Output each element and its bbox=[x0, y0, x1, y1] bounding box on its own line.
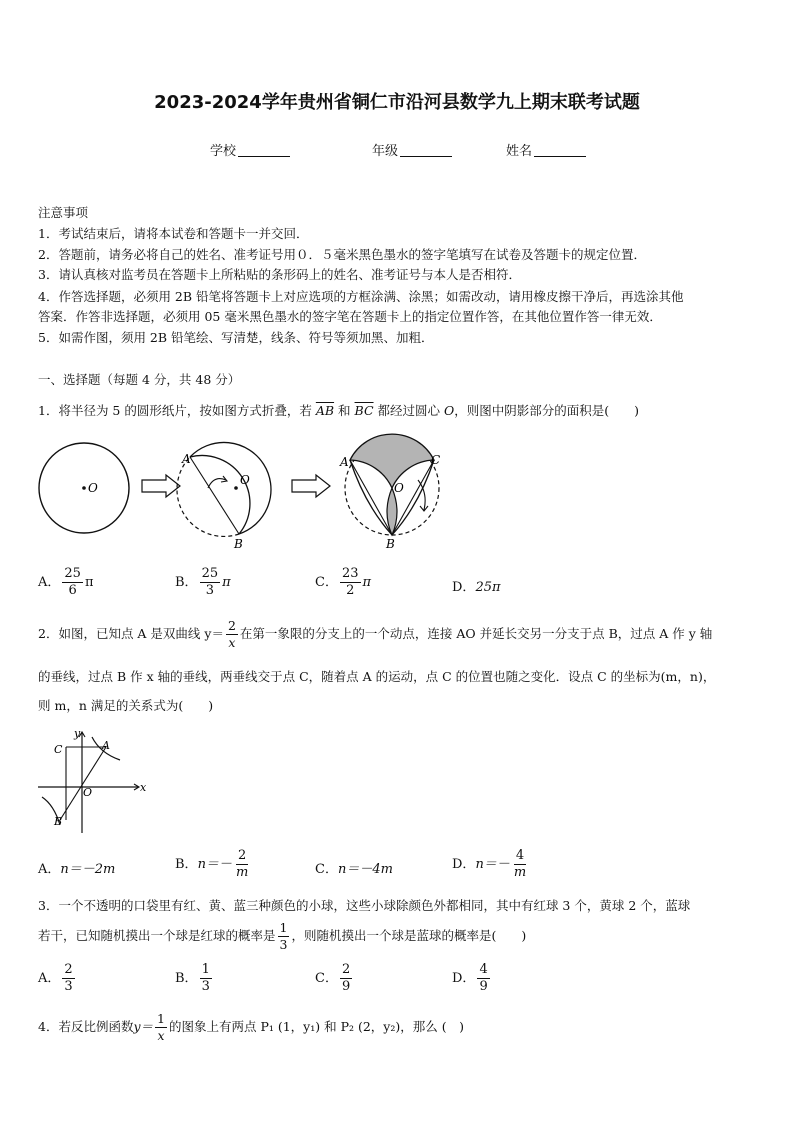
q1-option-b[interactable] bbox=[175, 566, 231, 599]
arc-bc: $\overline{BC}$ bbox=[354, 403, 374, 418]
chord-ab bbox=[190, 457, 239, 534]
numerator: 1 bbox=[279, 920, 288, 935]
question-4-stem bbox=[38, 1011, 464, 1044]
numerator: 2 bbox=[64, 962, 73, 977]
grade-blank[interactable] bbox=[400, 142, 452, 157]
option-label: A． bbox=[38, 862, 61, 877]
q2-option-d[interactable] bbox=[452, 848, 530, 881]
fraction bbox=[200, 962, 212, 995]
denominator: 6 bbox=[68, 583, 77, 598]
denominator: m bbox=[235, 865, 249, 880]
label-a-2: A bbox=[182, 452, 191, 466]
q2-option-c[interactable] bbox=[315, 858, 393, 877]
denominator: 3 bbox=[201, 979, 210, 994]
numerator: 23 bbox=[341, 566, 359, 581]
label-o-1: O bbox=[88, 481, 98, 495]
page-title: 2023-2024学年贵州省铜仁市沿河县数学九上期末联考试题 bbox=[154, 92, 640, 113]
fraction bbox=[234, 848, 250, 881]
option-prefix: n＝－ bbox=[475, 857, 510, 872]
q1-text-3: ，则图中阴影部分的面积是( ) bbox=[454, 403, 640, 418]
fraction bbox=[477, 962, 489, 995]
label-b: B bbox=[54, 815, 63, 828]
q3-option-b[interactable] bbox=[175, 962, 214, 995]
q3-text: 若干，已知随机摸出一个球是红球的概率是 bbox=[38, 928, 276, 943]
fold-arrow-icon bbox=[208, 479, 226, 488]
fraction bbox=[200, 566, 221, 599]
option-prefix: n＝－ bbox=[197, 857, 232, 872]
q1-text-2: 都经过圆心 bbox=[377, 403, 441, 418]
option-label: D． bbox=[452, 857, 476, 872]
name-label: 姓名 bbox=[506, 144, 533, 159]
label-a: A bbox=[102, 739, 110, 752]
fraction bbox=[155, 1011, 167, 1044]
q4-y: y＝ bbox=[133, 1019, 154, 1034]
option-label: D． bbox=[452, 971, 476, 986]
arc-ab: $\overline{AB}$ bbox=[315, 403, 335, 418]
label-c-3: C bbox=[431, 453, 441, 467]
fraction bbox=[62, 566, 83, 599]
option-text: n＝－2m bbox=[60, 862, 116, 877]
option-label: B． bbox=[175, 971, 198, 986]
label-b-3: B bbox=[386, 537, 395, 551]
denominator: 3 bbox=[64, 979, 73, 994]
option-label: B． bbox=[175, 575, 198, 590]
notice-item: 5．如需作图，须用 2B 铅笔绘、写清楚，线条、符号等须加黑、加粗． bbox=[38, 330, 434, 345]
line-ao bbox=[60, 747, 106, 820]
q2-text: 2．如图，已知点 A 是双曲线 y＝ bbox=[38, 626, 224, 641]
denominator: x bbox=[157, 1028, 165, 1043]
q1-and: 和 bbox=[338, 403, 351, 418]
pi: π bbox=[222, 575, 231, 590]
q2-text-2: 在第一象限的分支上的一个动点，连接 AO 并延长交另一分支于点 B，过点 A 作 y 轴 bbox=[239, 626, 713, 641]
label-a-3: A bbox=[340, 455, 349, 469]
label-c: C bbox=[54, 743, 63, 756]
center-dot-2 bbox=[234, 486, 238, 490]
school-field bbox=[210, 140, 290, 159]
option-text: n＝－4m bbox=[337, 862, 393, 877]
numerator: 4 bbox=[515, 848, 525, 863]
denominator: 3 bbox=[279, 937, 288, 952]
name-field bbox=[506, 140, 586, 159]
denominator: 2 bbox=[346, 583, 355, 598]
question-2-line-3: 则 m，n 满足的关系式为( ) bbox=[38, 698, 214, 713]
label-o: O bbox=[83, 786, 93, 799]
denominator: 3 bbox=[205, 583, 214, 598]
center-o: O bbox=[444, 403, 455, 418]
q2-option-b[interactable] bbox=[175, 848, 252, 881]
q2-figure bbox=[30, 725, 160, 840]
fraction bbox=[512, 848, 528, 881]
center-dot bbox=[82, 486, 86, 490]
fraction bbox=[340, 566, 361, 599]
notice-item: 4．作答选择题，必须用 2B 铅笔将答题卡上对应选项的方框涂满、涂黑；如需改动，请用橡皮擦干净后，再选涂其他 bbox=[38, 289, 684, 304]
notice-heading: 注意事项 bbox=[38, 205, 89, 220]
option-label: A． bbox=[38, 575, 61, 590]
pi: π bbox=[362, 575, 372, 590]
numerator: 1 bbox=[157, 1011, 165, 1026]
q3-option-d[interactable] bbox=[452, 962, 492, 995]
shaded-top bbox=[350, 434, 434, 488]
option-label: C． bbox=[315, 575, 338, 590]
label-o-2: O bbox=[240, 473, 250, 487]
q3-option-c[interactable] bbox=[315, 962, 354, 995]
numerator: 1 bbox=[201, 962, 210, 977]
q3-text-2: ，则随机摸出一个球是蓝球的概率是( ) bbox=[291, 928, 527, 943]
numerator: 4 bbox=[479, 962, 488, 977]
q2-option-a[interactable] bbox=[38, 858, 115, 877]
name-blank[interactable] bbox=[534, 142, 586, 157]
q3-option-a[interactable] bbox=[38, 962, 77, 995]
q1-option-d[interactable] bbox=[452, 576, 501, 595]
numerator: 25 bbox=[201, 566, 219, 581]
label-x: x bbox=[140, 781, 147, 794]
q4-text-2: 的图象上有两点 P₁ (1，y₁) 和 P₂ (2，y₂)，那么 ( ) bbox=[168, 1019, 464, 1034]
denominator: m bbox=[513, 865, 527, 880]
question-2-line-2: 的垂线，过点 B 作 x 轴的垂线，两垂线交于点 C，随着点 A 的运动，点 C 的位置也随之变化．设点 C 的坐标为(m，n)， bbox=[38, 669, 716, 684]
fraction bbox=[62, 962, 74, 995]
grade-field bbox=[372, 140, 452, 159]
notice-item: 1．考试结束后，请将本试卷和答题卡一并交回． bbox=[38, 226, 309, 241]
denominator: 9 bbox=[341, 979, 351, 994]
option-label: B． bbox=[175, 857, 198, 872]
fraction bbox=[340, 962, 352, 995]
pi: π bbox=[84, 575, 94, 590]
label-b-2: B bbox=[234, 537, 243, 551]
arrow-icon-2 bbox=[292, 475, 330, 497]
denominator: x bbox=[228, 635, 236, 650]
notice-item: 3．请认真核对监考员在答题卡上所粘贴的条形码上的姓名、准考证号与本人是否相符． bbox=[38, 267, 521, 282]
q1-figure bbox=[30, 430, 460, 560]
fold-arc-ab bbox=[190, 455, 250, 534]
option-label: A． bbox=[38, 971, 61, 986]
option-label: C． bbox=[315, 971, 338, 986]
question-3-line-1: 3．一个不透明的口袋里有红、黄、蓝三种颜色的小球，这些小球除颜色外都相同，其中有红球 3 个，黄球 2 个，蓝球 bbox=[38, 898, 691, 913]
grade-label: 年级 bbox=[372, 144, 399, 159]
numerator: 2 bbox=[341, 962, 351, 977]
option-label: D． bbox=[452, 580, 476, 595]
option-label: C． bbox=[315, 862, 338, 877]
notice-item: 答案．作答非选择题，必须用 05 毫米黑色墨水的签字笔在答题卡上的指定位置作答，在其他位置作答一律无效． bbox=[38, 309, 662, 324]
denominator: 9 bbox=[479, 979, 488, 994]
arrow-icon bbox=[142, 475, 180, 497]
label-y: y bbox=[74, 727, 81, 740]
q1-text: 1．将半径为 5 的圆形纸片，按如图方式折叠，若 bbox=[38, 403, 312, 418]
fraction bbox=[226, 618, 238, 651]
question-2-line-1 bbox=[38, 618, 712, 651]
numerator: 2 bbox=[227, 618, 236, 633]
label-o-3: O bbox=[394, 481, 404, 495]
q4-text: 4．若反比例函数 bbox=[38, 1019, 134, 1034]
question-1-stem bbox=[38, 401, 639, 419]
notice-item: 2．答题前，请务必将自己的姓名、准考证号用０．５毫米黑色墨水的签字笔填写在试卷及答题卡的规定位置． bbox=[38, 247, 646, 262]
question-3-line-2 bbox=[38, 920, 526, 953]
q1-option-a[interactable] bbox=[38, 566, 93, 599]
school-blank[interactable] bbox=[238, 142, 290, 157]
numerator: 25 bbox=[64, 566, 81, 581]
circle-2-dashed bbox=[177, 457, 239, 536]
option-text: 25π bbox=[475, 580, 501, 595]
numerator: 2 bbox=[237, 848, 247, 863]
fraction bbox=[278, 920, 290, 953]
school-label: 学校 bbox=[210, 144, 237, 159]
section-heading: 一、选择题（每题 4 分，共 48 分） bbox=[38, 372, 241, 387]
q1-option-c[interactable] bbox=[315, 566, 371, 599]
